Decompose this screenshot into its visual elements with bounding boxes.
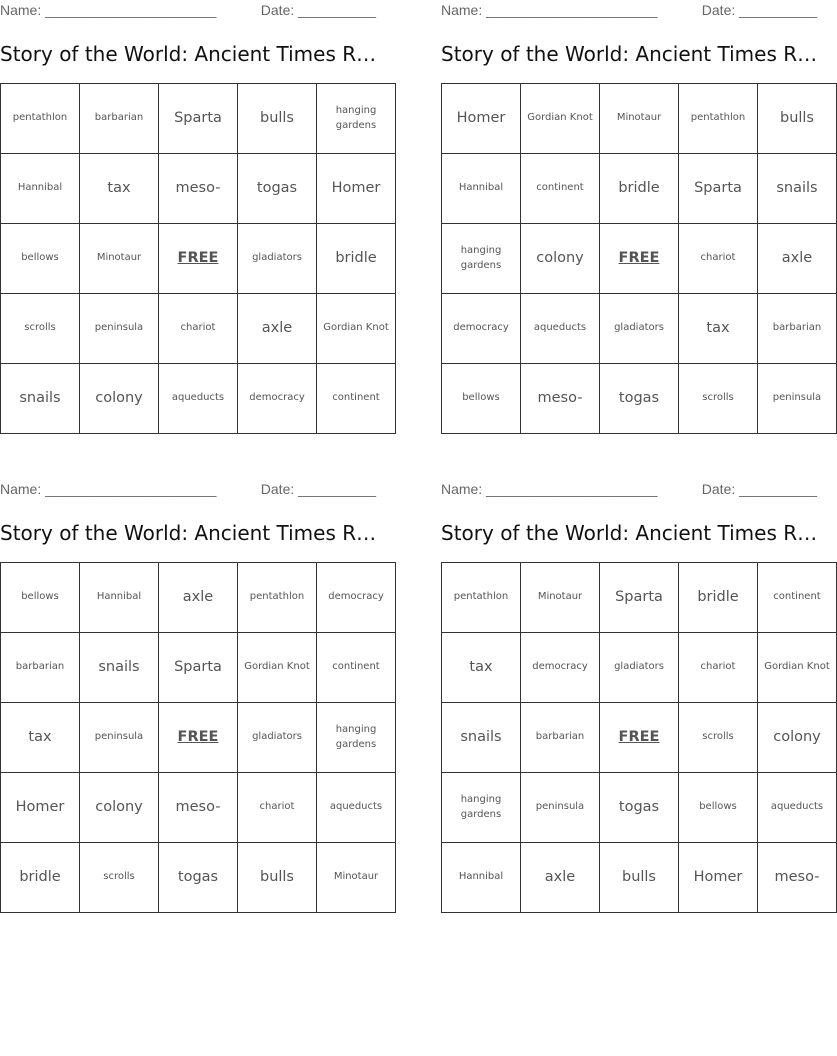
- bingo-cell: colony: [758, 703, 837, 773]
- bingo-cell: peninsula: [758, 364, 837, 434]
- bingo-cell: Homer: [1, 773, 80, 843]
- bingo-cell: tax: [1, 703, 80, 773]
- bingo-row: [442, 563, 837, 633]
- bingo-row: [1, 843, 396, 913]
- bingo-cell: bellows: [1, 224, 80, 294]
- bingo-row: [1, 563, 396, 633]
- bingo-row: [1, 703, 396, 773]
- bingo-cell: Minotaur: [600, 84, 679, 154]
- date-field-label: Date: __________: [701, 2, 817, 18]
- bingo-cell: hanging gardens: [442, 224, 521, 294]
- bingo-cell: pentathlon: [1, 84, 80, 154]
- bingo-cell: Sparta: [159, 84, 238, 154]
- bingo-row: [1, 84, 396, 154]
- bingo-cell: meso-: [159, 154, 238, 224]
- bingo-cell: hanging gardens: [442, 773, 521, 843]
- bingo-cell: democracy: [521, 633, 600, 703]
- card-title: Story of the World: Ancient Times R…: [441, 521, 818, 545]
- bingo-cell: Hannibal: [442, 843, 521, 913]
- name-field-label: Name: ______________________: [441, 2, 658, 18]
- bingo-cell: Hannibal: [442, 154, 521, 224]
- bingo-cell: scrolls: [679, 364, 758, 434]
- bingo-cell: tax: [679, 294, 758, 364]
- name-field-label: Name: ______________________: [0, 2, 217, 18]
- bingo-cell: meso-: [521, 364, 600, 434]
- bingo-cell: continent: [521, 154, 600, 224]
- bingo-cell: gladiators: [238, 703, 317, 773]
- bingo-cell: Gordian Knot: [758, 633, 837, 703]
- bingo-row: [1, 364, 396, 434]
- bingo-row: [442, 703, 837, 773]
- bingo-cell: hanging gardens: [317, 84, 396, 154]
- bingo-cell: scrolls: [1, 294, 80, 364]
- bingo-row: [1, 773, 396, 843]
- bingo-cell: pentathlon: [679, 84, 758, 154]
- bingo-row: [442, 364, 837, 434]
- bingo-row: [442, 633, 837, 703]
- bingo-row: [1, 633, 396, 703]
- bingo-cell: pentathlon: [238, 563, 317, 633]
- bingo-cell: democracy: [317, 563, 396, 633]
- name-date-row: [0, 481, 376, 499]
- bingo-row: [1, 294, 396, 364]
- bingo-grid: [441, 562, 837, 913]
- date-field-label: Date: __________: [260, 2, 376, 18]
- bingo-cell: chariot: [238, 773, 317, 843]
- bingo-cell: Sparta: [159, 633, 238, 703]
- bingo-cell: Homer: [317, 154, 396, 224]
- bingo-cell: bulls: [238, 843, 317, 913]
- bingo-cell: snails: [80, 633, 159, 703]
- bingo-cell: Homer: [442, 84, 521, 154]
- bingo-cell: barbarian: [80, 84, 159, 154]
- bingo-row: [442, 843, 837, 913]
- bingo-cell: tax: [442, 633, 521, 703]
- bingo-cell: colony: [521, 224, 600, 294]
- bingo-cell: axle: [238, 294, 317, 364]
- bingo-cell: bridle: [600, 154, 679, 224]
- bingo-cell: peninsula: [521, 773, 600, 843]
- bingo-cell: snails: [442, 703, 521, 773]
- bingo-cell: aqueducts: [521, 294, 600, 364]
- bingo-row: [1, 224, 396, 294]
- bingo-cell: tax: [80, 154, 159, 224]
- free-space-cell: FREE: [159, 224, 238, 294]
- name-field-label: Name: ______________________: [441, 481, 658, 497]
- bingo-cell: aqueducts: [159, 364, 238, 434]
- bingo-cell: chariot: [679, 224, 758, 294]
- bingo-grid: [0, 562, 396, 913]
- bingo-cell: bridle: [317, 224, 396, 294]
- card-title: Story of the World: Ancient Times R…: [441, 42, 818, 66]
- name-date-row: [441, 481, 817, 499]
- bingo-cell: barbarian: [1, 633, 80, 703]
- bingo-cell: scrolls: [679, 703, 758, 773]
- bingo-cell: snails: [758, 154, 837, 224]
- bingo-cell: togas: [159, 843, 238, 913]
- bingo-cell: gladiators: [600, 294, 679, 364]
- bingo-cell: Sparta: [679, 154, 758, 224]
- bingo-cell: scrolls: [80, 843, 159, 913]
- name-field-label: Name: ______________________: [0, 481, 217, 497]
- bingo-cell: chariot: [159, 294, 238, 364]
- bingo-cell: bulls: [758, 84, 837, 154]
- bingo-cell: Gordian Knot: [521, 84, 600, 154]
- bingo-cell: peninsula: [80, 294, 159, 364]
- bingo-cell: colony: [80, 364, 159, 434]
- card-title: Story of the World: Ancient Times R…: [0, 521, 377, 545]
- bingo-grid: [0, 83, 396, 434]
- bingo-cell: axle: [521, 843, 600, 913]
- bingo-cell: peninsula: [80, 703, 159, 773]
- name-date-row: [441, 2, 817, 20]
- bingo-cell: bulls: [238, 84, 317, 154]
- bingo-cell: continent: [317, 633, 396, 703]
- bingo-cell: Gordian Knot: [317, 294, 396, 364]
- bingo-cell: Minotaur: [317, 843, 396, 913]
- bingo-cell: democracy: [442, 294, 521, 364]
- card-title: Story of the World: Ancient Times R…: [0, 42, 377, 66]
- bingo-cell: barbarian: [758, 294, 837, 364]
- bingo-cell: axle: [159, 563, 238, 633]
- bingo-cell: Homer: [679, 843, 758, 913]
- bingo-cell: democracy: [238, 364, 317, 434]
- bingo-cell: bellows: [442, 364, 521, 434]
- bingo-row: [442, 294, 837, 364]
- bingo-cell: Hannibal: [80, 563, 159, 633]
- bingo-cell: Sparta: [600, 563, 679, 633]
- name-date-row: [0, 2, 376, 20]
- bingo-cell: Minotaur: [80, 224, 159, 294]
- date-field-label: Date: __________: [260, 481, 376, 497]
- bingo-cell: Minotaur: [521, 563, 600, 633]
- bingo-row: [442, 84, 837, 154]
- bingo-cell: bulls: [600, 843, 679, 913]
- bingo-cell: chariot: [679, 633, 758, 703]
- free-space-cell: FREE: [600, 224, 679, 294]
- bingo-cell: Gordian Knot: [238, 633, 317, 703]
- bingo-row: [442, 154, 837, 224]
- bingo-cell: gladiators: [600, 633, 679, 703]
- bingo-cell: colony: [80, 773, 159, 843]
- bingo-row: [442, 773, 837, 843]
- bingo-cell: bellows: [1, 563, 80, 633]
- bingo-cell: togas: [238, 154, 317, 224]
- bingo-cell: gladiators: [238, 224, 317, 294]
- bingo-cell: barbarian: [521, 703, 600, 773]
- date-field-label: Date: __________: [701, 481, 817, 497]
- bingo-cell: aqueducts: [758, 773, 837, 843]
- bingo-cell: bellows: [679, 773, 758, 843]
- bingo-cell: pentathlon: [442, 563, 521, 633]
- bingo-cell: meso-: [758, 843, 837, 913]
- bingo-grid: [441, 83, 837, 434]
- bingo-cell: togas: [600, 773, 679, 843]
- bingo-cell: meso-: [159, 773, 238, 843]
- free-space-cell: FREE: [600, 703, 679, 773]
- bingo-cell: axle: [758, 224, 837, 294]
- bingo-cell: aqueducts: [317, 773, 396, 843]
- bingo-cell: togas: [600, 364, 679, 434]
- bingo-cell: continent: [317, 364, 396, 434]
- bingo-row: [442, 224, 837, 294]
- bingo-cell: snails: [1, 364, 80, 434]
- bingo-cell: Hannibal: [1, 154, 80, 224]
- bingo-cell: continent: [758, 563, 837, 633]
- bingo-cell: bridle: [1, 843, 80, 913]
- free-space-cell: FREE: [159, 703, 238, 773]
- bingo-row: [1, 154, 396, 224]
- bingo-cell: hanging gardens: [317, 703, 396, 773]
- bingo-cell: bridle: [679, 563, 758, 633]
